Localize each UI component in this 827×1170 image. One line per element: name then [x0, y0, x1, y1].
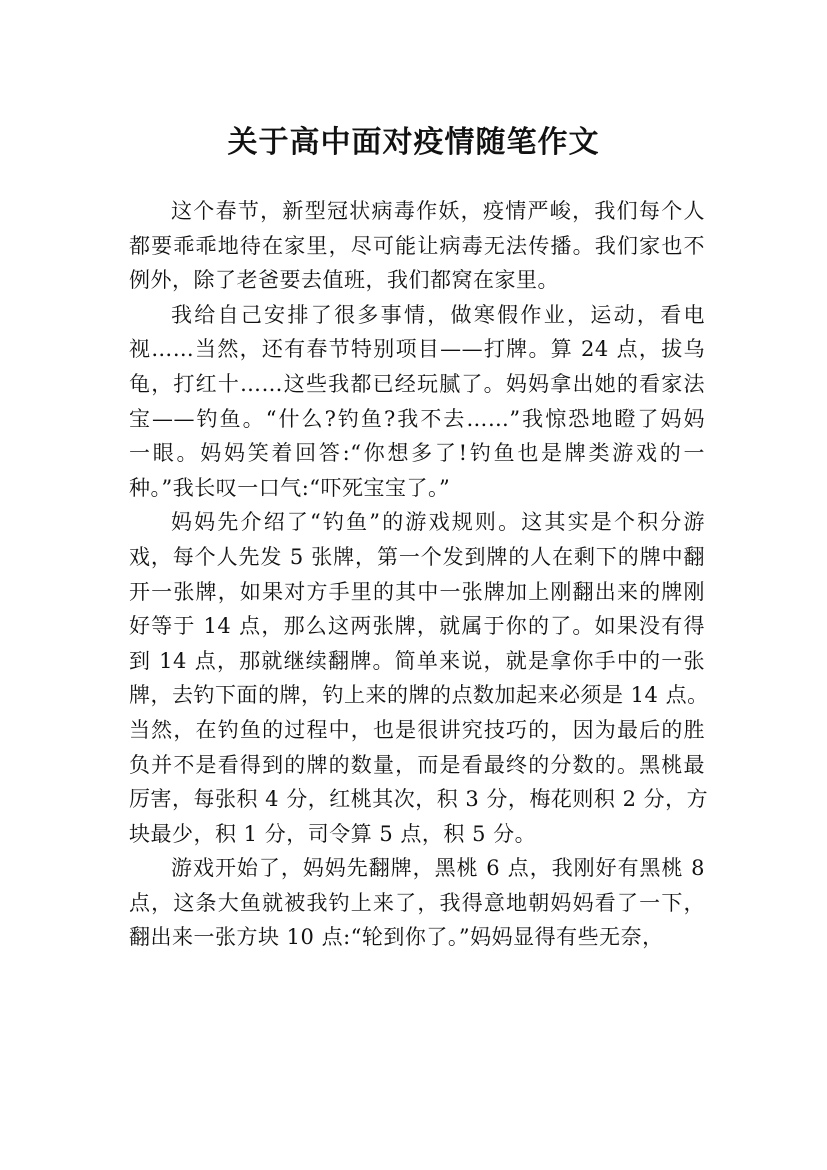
document-title: 关于高中面对疫情随笔作文 — [227, 125, 600, 161]
text-line: 龟，打红十……这些我都已经玩腻了。妈妈拿出她的看家法 — [129, 371, 705, 396]
text-line: 好等于 14 点，那么这两张牌，就属于你的了。如果没有得 — [129, 614, 705, 639]
text-line: 宝——钓鱼。“什么?钓鱼?我不去……”我惊恐地瞪了妈妈 — [129, 406, 705, 431]
text-line: 种。”我长叹一口气:“吓死宝宝了。” — [129, 475, 451, 500]
text-line: 厉害，每张积 4 分，红桃其次，积 3 分，梅花则积 2 分，方 — [129, 787, 709, 812]
paragraph-2 — [129, 298, 705, 506]
text-line: 开一张牌，如果对方手里的其中一张牌加上刚翻出来的牌刚 — [129, 579, 705, 604]
text-line: 例外，除了老爸要去值班，我们都窝在家里。 — [129, 268, 559, 293]
text-line: 我给自己安排了很多事情，做寒假作业，运动，看电 — [171, 302, 705, 327]
text-line: 一眼。妈妈笑着回答:“你想多了!钓鱼也是牌类游戏的一 — [129, 441, 705, 466]
text-line: 负并不是看得到的牌的数量，而是看最终的分数的。黑桃最 — [129, 752, 705, 777]
text-line: 牌，去钓下面的牌，钓上来的牌的点数加起来必须是 14 点。 — [129, 683, 709, 708]
document-body — [129, 194, 709, 955]
paragraph-4 — [129, 851, 705, 955]
text-line: 到 14 点，那就继续翻牌。简单来说，就是拿你手中的一张 — [129, 648, 705, 673]
text-line: 当然，在钓鱼的过程中，也是很讲究技巧的，因为最后的胜 — [129, 717, 705, 742]
text-line: 翻出来一张方块 10 点:“轮到你了。”妈妈显得有些无奈， — [129, 925, 664, 950]
paragraph-3 — [129, 505, 709, 851]
paragraph-1 — [129, 194, 705, 298]
text-line: 游戏开始了，妈妈先翻牌，黑桃 6 点，我刚好有黑桃 8 — [171, 856, 705, 881]
text-line: 点，这条大鱼就被我钓上来了，我得意地朝妈妈看了一下， — [129, 890, 705, 915]
text-line: 这个春节，新型冠状病毒作妖，疫情严峻，我们每个人 — [171, 199, 705, 223]
text-line: 视……当然，还有春节特别项目——打牌。算 24 点，拔乌 — [129, 337, 705, 362]
text-line: 都要乖乖地待在家里，尽可能让病毒无法传播。我们家也不 — [129, 233, 705, 258]
text-line: 戏，每个人先发 5 张牌，第一个发到牌的人在剩下的牌中翻 — [129, 544, 705, 569]
text-line: 块最少，积 1 分，司令算 5 点，积 5 分。 — [129, 821, 537, 846]
text-line: 妈妈先介绍了“钓鱼”的游戏规则。这其实是个积分游 — [171, 510, 705, 535]
